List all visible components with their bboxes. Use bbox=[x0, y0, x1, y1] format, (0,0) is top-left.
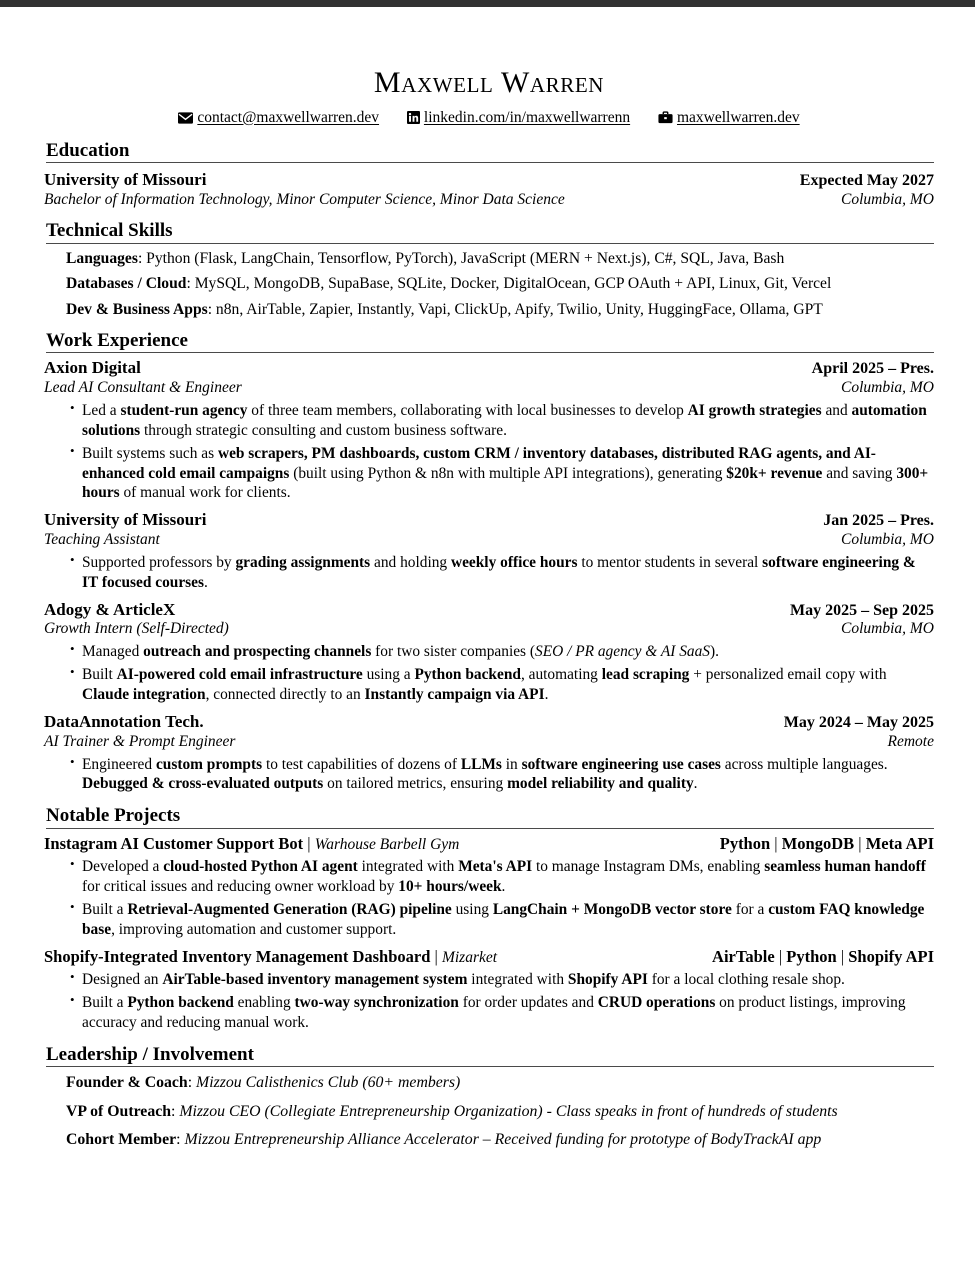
work-date: Jan 2025 – Pres. bbox=[823, 512, 934, 530]
leadership-row bbox=[66, 1130, 934, 1150]
leadership-role: VP of Outreach bbox=[66, 1102, 172, 1120]
leadership-row bbox=[66, 1102, 934, 1122]
bullet-text: Led a bbox=[82, 402, 121, 420]
bullet-text: integrated with bbox=[357, 858, 459, 876]
work-date: May 2024 – May 2025 bbox=[783, 713, 934, 731]
work-company: Axion Digital bbox=[44, 358, 141, 378]
bullet-text: for two sister companies ( bbox=[371, 643, 536, 661]
work-entry bbox=[44, 358, 934, 503]
bullet-text: and holding bbox=[370, 553, 451, 571]
bullet-emphasis: two-way synchronization bbox=[294, 994, 459, 1012]
section-work-experience bbox=[44, 330, 934, 794]
bullet-text: of three team members, collaborating with local businesses to develop bbox=[247, 402, 688, 420]
bullet-text: + personalized email copy with bbox=[689, 666, 887, 684]
bullet-text: Built bbox=[82, 666, 117, 684]
work-entry-row-secondary bbox=[44, 620, 934, 639]
education-entry bbox=[44, 170, 934, 210]
section-title-technical-skills: Technical Skills bbox=[46, 220, 934, 243]
bullet-emphasis: Python backend bbox=[414, 666, 521, 684]
bullet-emphasis: Shopify API bbox=[567, 971, 648, 989]
project-separator: | bbox=[430, 946, 442, 966]
work-role: Growth Intern (Self-Directed) bbox=[44, 620, 229, 638]
section-leadership bbox=[44, 1044, 934, 1150]
education-date: Expected May 2027 bbox=[799, 171, 934, 189]
bullet-emphasis: Debugged & cross-evaluated outputs bbox=[82, 775, 324, 793]
work-role: AI Trainer & Prompt Engineer bbox=[44, 732, 236, 750]
project-title bbox=[44, 834, 459, 855]
bullet-text: integrated with bbox=[467, 971, 568, 989]
project-client: Mizarket bbox=[441, 948, 498, 966]
project-entry-header bbox=[44, 834, 934, 855]
bullet-text: in bbox=[501, 755, 522, 773]
work-role: Teaching Assistant bbox=[44, 531, 160, 549]
bullet-item bbox=[70, 993, 934, 1033]
bullet-text: Developed a bbox=[82, 858, 164, 876]
bullet-text: for a bbox=[731, 900, 769, 918]
bullet-emphasis: student-run agency bbox=[120, 402, 248, 420]
bullet-text: enabling bbox=[233, 994, 295, 1012]
bullet-emphasis: AI-powered cold email infrastructure bbox=[116, 666, 363, 684]
bullet-list bbox=[44, 755, 934, 795]
work-role: Lead AI Consultant & Engineer bbox=[44, 379, 242, 397]
leadership-colon: : bbox=[176, 1131, 185, 1149]
work-entry-row-primary bbox=[44, 712, 934, 733]
bullet-list bbox=[44, 857, 934, 939]
skill-category: Languages bbox=[66, 249, 138, 267]
work-entry-row-secondary bbox=[44, 379, 934, 398]
bullet-text: Managed bbox=[82, 643, 144, 661]
bullet-emphasis: software engineering & IT focused courses bbox=[82, 553, 916, 591]
bullet-item bbox=[70, 642, 934, 662]
skill-category: Dev & Business Apps bbox=[66, 300, 208, 318]
envelope-icon bbox=[178, 111, 193, 129]
work-entry bbox=[44, 600, 934, 705]
bullet-emphasis: Instantly campaign via API bbox=[364, 686, 545, 704]
bullet-text: Built a bbox=[82, 994, 128, 1012]
bullet-text: across multiple languages. bbox=[720, 755, 888, 773]
project-entry-header bbox=[44, 947, 934, 968]
bullet-text: . bbox=[501, 877, 506, 895]
bullet-item bbox=[70, 755, 934, 795]
bullet-text: and saving bbox=[822, 464, 897, 482]
contact-linkedin[interactable] bbox=[407, 109, 630, 129]
bullet-list bbox=[44, 970, 934, 1033]
page-title: Maxwell Warren bbox=[373, 66, 605, 99]
bullet-emphasis: weekly office hours bbox=[450, 553, 578, 571]
work-entry-list bbox=[44, 358, 934, 794]
work-company: Adogy & ArticleX bbox=[44, 599, 176, 619]
bullet-emphasis: outreach and prospecting channels bbox=[143, 643, 372, 661]
bullet-emphasis: lead scraping bbox=[601, 666, 690, 684]
bullet-emphasis: custom FAQ knowledge base bbox=[82, 900, 925, 938]
bullet-list bbox=[44, 642, 934, 705]
bullet-item bbox=[70, 401, 934, 441]
project-stack-item: Shopify API bbox=[848, 946, 934, 966]
bullet-text: for order updates and bbox=[458, 994, 598, 1012]
resume-page bbox=[0, 7, 975, 1271]
bullet-text: to mentor students in several bbox=[577, 553, 763, 571]
bullet-item bbox=[70, 665, 934, 705]
project-title bbox=[44, 947, 497, 968]
skill-row bbox=[66, 274, 934, 293]
bullet-item bbox=[70, 444, 934, 504]
work-location: Columbia, MO bbox=[841, 620, 934, 638]
bullet-text: (built using Python & n8n with multiple API integrations), generating bbox=[289, 464, 727, 482]
bullet-text: Engineered bbox=[82, 755, 156, 773]
work-entry-row-primary bbox=[44, 358, 934, 379]
bullet-text: . bbox=[544, 686, 549, 704]
project-separator: | bbox=[303, 833, 315, 853]
bullet-text: Designed an bbox=[82, 971, 163, 989]
bullet-text: Supported professors by bbox=[82, 553, 236, 571]
section-title-notable-projects: Notable Projects bbox=[46, 805, 934, 828]
project-name: Instagram AI Customer Support Bot bbox=[44, 833, 304, 853]
contact-line bbox=[44, 109, 934, 129]
project-name: Shopify-Integrated Inventory Management Dashboard bbox=[44, 946, 431, 966]
project-stack-item: AirTable bbox=[712, 946, 775, 966]
leadership-role: Founder & Coach bbox=[66, 1074, 188, 1091]
bullet-text: and bbox=[821, 402, 852, 420]
bullet-text: , automating bbox=[520, 666, 602, 684]
bullet-text: . bbox=[693, 775, 698, 793]
work-date: May 2025 – Sep 2025 bbox=[790, 601, 934, 619]
project-stack-separator: | bbox=[770, 833, 782, 853]
bullet-emphasis: Claude integration bbox=[82, 686, 206, 704]
skill-colon: : bbox=[137, 249, 147, 267]
work-entry-row-secondary bbox=[44, 531, 934, 550]
skill-category: Databases / Cloud bbox=[66, 275, 187, 293]
project-stack bbox=[720, 834, 934, 854]
project-client: Warhouse Barbell Gym bbox=[314, 835, 460, 853]
work-entry-row-primary bbox=[44, 510, 934, 531]
skill-items: Python (Flask, LangChain, Tensorflow, PyTorch), JavaScript (MERN + Next.js), C#, SQL, Java, Bash bbox=[146, 249, 785, 267]
section-technical-skills bbox=[44, 220, 934, 319]
bullet-text: of manual work for clients. bbox=[119, 484, 291, 502]
leadership-colon: : bbox=[171, 1102, 180, 1120]
contact-website-text: maxwellwarren.dev bbox=[676, 108, 800, 126]
bullet-item bbox=[70, 970, 934, 990]
bullet-emphasis: automation solutions bbox=[82, 402, 927, 439]
contact-website[interactable] bbox=[658, 109, 800, 129]
project-stack-item: Python bbox=[719, 833, 771, 853]
work-location: Columbia, MO bbox=[841, 531, 934, 549]
bullet-text: Built systems such as bbox=[82, 444, 218, 462]
skill-items: n8n, AirTable, Zapier, Instantly, Vapi, ClickUp, Apify, Twilio, Unity, HuggingFace, Ollama, GPT bbox=[215, 300, 823, 318]
skill-row bbox=[66, 249, 934, 268]
bullet-text: to manage Instagram DMs, enabling bbox=[532, 858, 765, 876]
project-entry bbox=[44, 947, 934, 1033]
bullet-text: to test capabilities of dozens of bbox=[262, 755, 461, 773]
skills-list bbox=[44, 249, 934, 319]
project-stack-item: Python bbox=[786, 946, 837, 966]
bullet-text: on tailored metrics, ensuring bbox=[323, 775, 508, 793]
bullet-emphasis: Python backend bbox=[127, 994, 234, 1012]
bullet-item bbox=[70, 553, 934, 593]
contact-email[interactable] bbox=[178, 109, 379, 129]
work-company: University of Missouri bbox=[44, 510, 207, 530]
project-entry-list bbox=[44, 834, 934, 1033]
bullet-italic: SEO / PR agency & AI SaaS bbox=[535, 643, 710, 661]
bullet-emphasis: model reliability and quality bbox=[507, 775, 694, 793]
section-notable-projects bbox=[44, 805, 934, 1032]
education-degree: Bachelor of Information Technology, Minor Computer Science, Minor Data Science bbox=[44, 190, 565, 208]
bullet-emphasis: custom prompts bbox=[155, 755, 263, 773]
bullet-emphasis: cloud-hosted Python AI agent bbox=[163, 858, 358, 876]
work-location: Remote bbox=[887, 732, 934, 750]
leadership-list bbox=[44, 1073, 934, 1150]
work-location: Columbia, MO bbox=[841, 379, 934, 397]
contact-email-text: contact@maxwellwarren.dev bbox=[197, 108, 380, 126]
bullet-emphasis: Meta's API bbox=[458, 858, 533, 876]
bullet-text: , connected directly to an bbox=[205, 686, 365, 704]
skill-colon: : bbox=[186, 275, 195, 293]
bullet-emphasis: CRUD operations bbox=[597, 994, 716, 1012]
bullet-emphasis: LangChain + MongoDB vector store bbox=[492, 900, 732, 918]
section-title-leadership: Leadership / Involvement bbox=[46, 1044, 934, 1067]
project-stack-separator: | bbox=[854, 833, 866, 853]
bullet-emphasis: AI growth strategies bbox=[687, 402, 822, 420]
project-stack bbox=[712, 947, 934, 967]
contact-linkedin-text: linkedin.com/in/maxwellwarrenn bbox=[423, 108, 631, 126]
project-stack-item: MongoDB bbox=[781, 833, 855, 853]
bullet-text: using bbox=[451, 900, 493, 918]
pdf-viewer-topbar bbox=[0, 0, 975, 7]
leadership-description: Mizzou CEO (Collegiate Entrepreneurship Organization) - Class speaks in front of hundreds of students bbox=[179, 1102, 838, 1120]
bullet-emphasis: seamless human handoff bbox=[764, 858, 926, 876]
section-title-education: Education bbox=[46, 140, 934, 163]
leadership-colon: : bbox=[187, 1074, 197, 1091]
project-entry bbox=[44, 834, 934, 940]
bullet-text: for critical issues and reducing owner workload by bbox=[82, 877, 399, 895]
work-entry-row-secondary bbox=[44, 733, 934, 752]
bullet-emphasis: 10+ hours/week bbox=[398, 877, 502, 895]
bullet-item bbox=[70, 900, 934, 940]
work-entry-row-primary bbox=[44, 600, 934, 621]
education-location: Columbia, MO bbox=[841, 190, 934, 208]
linkedin-icon bbox=[407, 111, 420, 129]
project-stack-item: Meta API bbox=[865, 833, 934, 853]
leadership-row bbox=[66, 1073, 934, 1093]
work-date: April 2025 – Pres. bbox=[811, 360, 934, 378]
bullet-list bbox=[44, 553, 934, 593]
skill-row bbox=[66, 300, 934, 319]
skill-colon: : bbox=[207, 300, 216, 318]
project-stack-separator: | bbox=[774, 946, 787, 966]
bullet-text: on product listings, improving accuracy and reducing manual work. bbox=[82, 994, 906, 1031]
leadership-role: Cohort Member bbox=[66, 1131, 177, 1149]
bullet-text: for a local clothing resale shop. bbox=[647, 971, 845, 989]
bullet-text: through strategic consulting and custom business software. bbox=[140, 421, 507, 439]
education-school: University of Missouri bbox=[44, 169, 207, 189]
bullet-emphasis: 300+ hours bbox=[82, 464, 929, 502]
bullet-emphasis: grading assignments bbox=[235, 553, 371, 571]
bullet-emphasis: Retrieval-Augmented Generation (RAG) pipeline bbox=[127, 900, 452, 918]
education-entry-row-primary bbox=[44, 170, 934, 191]
briefcase-icon bbox=[658, 111, 673, 129]
bullet-emphasis: AirTable-based inventory management system bbox=[162, 971, 468, 989]
bullet-emphasis: software engineering use cases bbox=[521, 755, 721, 773]
skill-items: MySQL, MongoDB, SupaBase, SQLite, Docker, DigitalOcean, GCP OAuth + API, Linux, Git, Vercel bbox=[194, 275, 832, 293]
section-education bbox=[44, 140, 934, 210]
bullet-emphasis: $20k+ revenue bbox=[726, 464, 823, 482]
bullet-list bbox=[44, 401, 934, 503]
project-stack-separator: | bbox=[836, 946, 849, 966]
leadership-description: Mizzou Calisthenics Club (60+ members) bbox=[196, 1074, 461, 1091]
bullet-emphasis: LLMs bbox=[460, 755, 502, 773]
section-title-work-experience: Work Experience bbox=[46, 330, 934, 353]
work-entry bbox=[44, 712, 934, 794]
work-company: DataAnnotation Tech. bbox=[44, 711, 204, 731]
leadership-description: Mizzou Entrepreneurship Alliance Accelerator – Received funding for prototype of BodyTrackAI app bbox=[184, 1131, 822, 1149]
education-entry-row-secondary bbox=[44, 191, 934, 210]
bullet-text: ). bbox=[709, 643, 719, 661]
bullet-text: Built a bbox=[82, 900, 128, 918]
bullet-text: , improving automation and customer support. bbox=[111, 920, 397, 938]
bullet-item bbox=[70, 857, 934, 897]
bullet-text: using a bbox=[362, 666, 415, 684]
bullet-text: . bbox=[204, 573, 208, 591]
work-entry bbox=[44, 510, 934, 592]
bullet-emphasis: web scrapers, PM dashboards, custom CRM / inventory databases, distributed RAG agents, and AI-enhanced cold email campaigns bbox=[82, 444, 876, 482]
